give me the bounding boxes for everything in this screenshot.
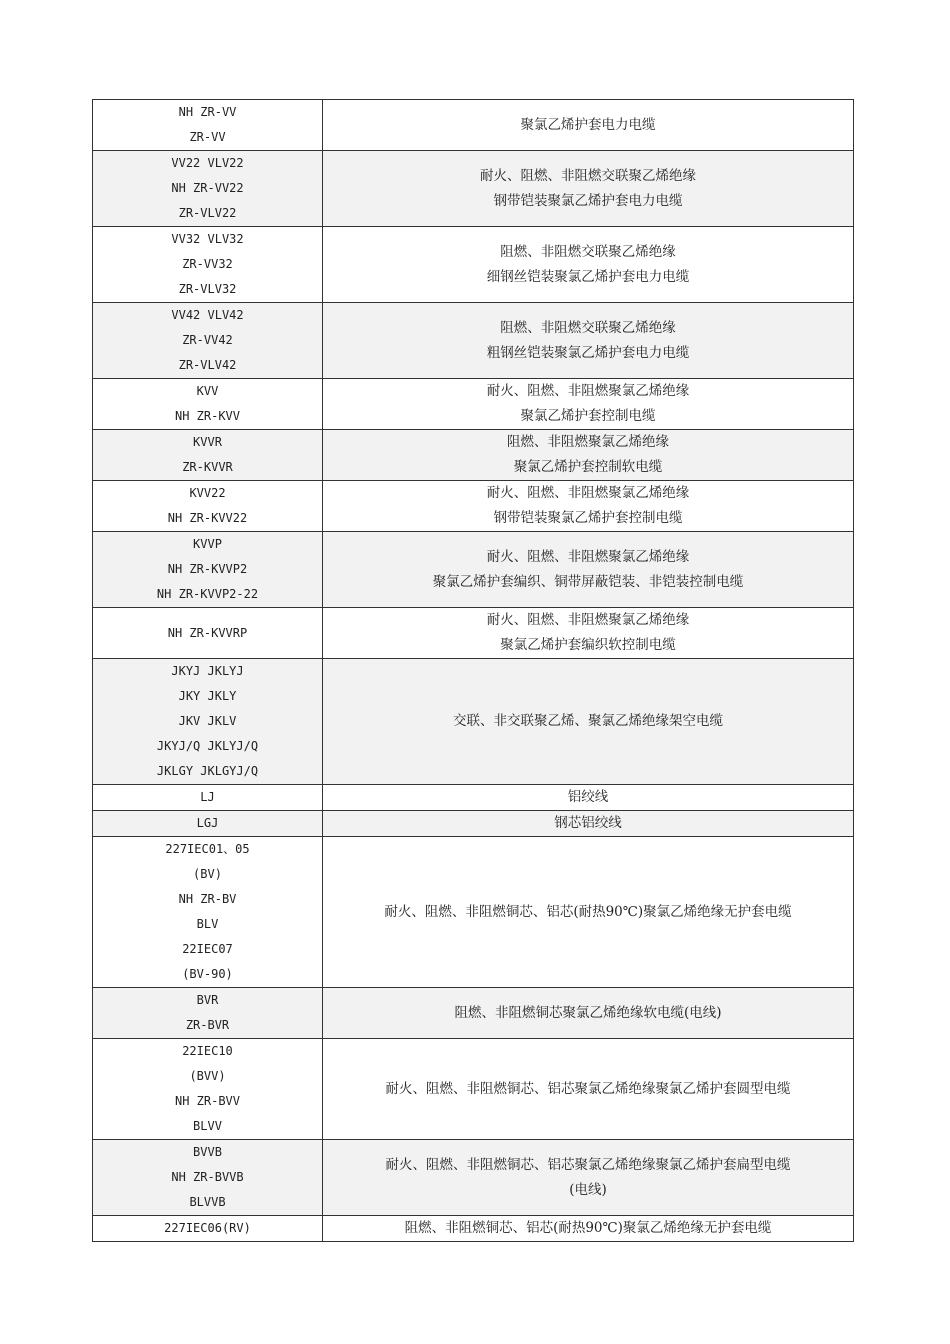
description-cell bbox=[323, 1039, 854, 1140]
description-line: 阻燃、非阻燃铜芯聚氯乙烯绝缘软电缆(电线) bbox=[454, 1004, 722, 1021]
description-line: 聚氯乙烯护套编织软控制电缆 bbox=[500, 637, 676, 653]
table-row bbox=[93, 532, 854, 608]
description-cell bbox=[323, 532, 854, 608]
model-code: NH ZR-KVVRP bbox=[167, 625, 248, 640]
description-cell bbox=[323, 1216, 854, 1242]
table-row bbox=[93, 811, 854, 837]
table-row bbox=[93, 430, 854, 481]
table-row bbox=[93, 785, 854, 811]
model-code: ZR-VV42 bbox=[182, 333, 233, 347]
description-line: 阻燃、非阻燃交联聚乙烯绝缘 bbox=[500, 319, 676, 336]
model-code: ZR-VLV42 bbox=[178, 358, 237, 372]
table-row bbox=[93, 303, 854, 379]
model-code: ZR-VV32 bbox=[182, 257, 233, 271]
model-code: 22IEC10 bbox=[182, 1044, 233, 1058]
description-line: 粗钢丝铠装聚氯乙烯护套电力电缆 bbox=[486, 344, 690, 361]
model-cell bbox=[93, 608, 323, 659]
model-cell bbox=[93, 303, 323, 379]
model-cell bbox=[93, 1216, 323, 1242]
model-code: ZR-KVVR bbox=[182, 460, 233, 474]
model-code: JKYJ JKLYJ bbox=[171, 664, 244, 678]
description-line: 耐火、阻燃、非阻燃铜芯、铝芯聚氯乙烯绝缘聚氯乙烯护套圆型电缆 bbox=[385, 1080, 791, 1097]
model-code: 227IEC06(RV) bbox=[164, 1221, 251, 1235]
model-cell bbox=[93, 1140, 323, 1216]
description-line: 铝绞线 bbox=[567, 789, 609, 805]
model-cell bbox=[93, 785, 323, 811]
model-cell bbox=[93, 227, 323, 303]
model-code: BLVVB bbox=[189, 1195, 226, 1209]
description-line: 钢带铠装聚氯乙烯护套电力电缆 bbox=[493, 192, 683, 209]
description-cell bbox=[323, 227, 854, 303]
model-code: ZR-VLV22 bbox=[178, 206, 237, 220]
table-row bbox=[93, 1140, 854, 1216]
model-code: BLVV bbox=[193, 1119, 222, 1133]
description-cell bbox=[323, 100, 854, 151]
description-line: 聚氯乙烯护套控制电缆 bbox=[520, 408, 656, 424]
model-code: JKYJ/Q JKLYJ/Q bbox=[156, 739, 259, 753]
table-row bbox=[93, 151, 854, 227]
description-cell bbox=[323, 785, 854, 811]
description-cell bbox=[323, 608, 854, 659]
description-cell bbox=[323, 811, 854, 837]
description-cell bbox=[323, 379, 854, 430]
description-cell bbox=[323, 1140, 854, 1216]
table-row bbox=[93, 100, 854, 151]
description-line: 聚氯乙烯护套编织、铜带屏蔽铠装、非铠装控制电缆 bbox=[432, 573, 744, 590]
model-cell bbox=[93, 811, 323, 837]
description-line: 钢芯铝绞线 bbox=[554, 815, 622, 831]
table-row bbox=[93, 481, 854, 532]
model-cell bbox=[93, 481, 323, 532]
description-line: 钢带铠装聚氯乙烯护套控制电缆 bbox=[493, 510, 683, 526]
description-line: 耐火、阻燃、非阻燃铜芯、铝芯(耐热90℃)聚氯乙烯绝缘无护套电缆 bbox=[384, 903, 792, 920]
description-cell bbox=[323, 837, 854, 988]
model-code: ZR-BVR bbox=[185, 1018, 230, 1032]
description-line: 细钢丝铠装聚氯乙烯护套电力电缆 bbox=[486, 268, 690, 285]
model-cell bbox=[93, 100, 323, 151]
model-code: BVR bbox=[196, 993, 219, 1007]
model-code: KVV bbox=[196, 384, 219, 398]
description-line: (电线) bbox=[569, 1181, 607, 1198]
model-code: (BV) bbox=[193, 867, 222, 881]
model-code: BVVB bbox=[193, 1145, 222, 1159]
description-cell bbox=[323, 988, 854, 1039]
description-line: 耐火、阻燃、非阻燃聚氯乙烯绝缘 bbox=[486, 612, 690, 628]
description-line: 耐火、阻燃、非阻燃聚氯乙烯绝缘 bbox=[486, 485, 690, 501]
table-row bbox=[93, 837, 854, 988]
description-line: 聚氯乙烯护套控制软电缆 bbox=[513, 459, 663, 475]
model-code: VV32 VLV32 bbox=[171, 232, 244, 246]
model-code: NH ZR-BVV bbox=[174, 1094, 241, 1108]
model-code: NH ZR-KVVP2-22 bbox=[156, 587, 259, 601]
model-cell bbox=[93, 659, 323, 785]
model-code: ZR-VV bbox=[189, 130, 226, 144]
model-code: LJ bbox=[200, 790, 215, 804]
description-line: 阻燃、非阻燃铜芯、铝芯(耐热90℃)聚氯乙烯绝缘无护套电缆 bbox=[404, 1220, 772, 1236]
model-cell bbox=[93, 151, 323, 227]
model-code: VV42 VLV42 bbox=[171, 308, 244, 322]
model-code: KVV22 bbox=[189, 486, 226, 500]
table-row bbox=[93, 988, 854, 1039]
cable-spec-table bbox=[92, 99, 854, 1242]
description-line: 阻燃、非阻燃交联聚乙烯绝缘 bbox=[500, 243, 676, 260]
model-code: NH ZR-VV bbox=[178, 105, 237, 119]
model-code: ZR-VLV32 bbox=[178, 282, 237, 296]
model-code: KVVR bbox=[193, 435, 222, 449]
model-code: NH ZR-KVV22 bbox=[167, 511, 248, 525]
description-line: 耐火、阻燃、非阻燃聚氯乙烯绝缘 bbox=[486, 548, 690, 565]
table-row bbox=[93, 227, 854, 303]
description-line: 阻燃、非阻燃聚氯乙烯绝缘 bbox=[507, 434, 669, 450]
model-cell bbox=[93, 532, 323, 608]
model-code: JKV JKLV bbox=[178, 714, 237, 728]
table-row bbox=[93, 659, 854, 785]
model-code: (BV-90) bbox=[182, 967, 233, 981]
description-cell bbox=[323, 481, 854, 532]
model-code: JKY JKLY bbox=[178, 689, 237, 703]
model-code: NH ZR-KVV bbox=[174, 409, 241, 423]
model-code: NH ZR-VV22 bbox=[171, 181, 244, 195]
model-code: 22IEC07 bbox=[182, 942, 233, 956]
model-code: (BVV) bbox=[189, 1069, 226, 1083]
description-cell bbox=[323, 659, 854, 785]
model-code: LGJ bbox=[196, 816, 219, 830]
table-row bbox=[93, 608, 854, 659]
table-row bbox=[93, 1039, 854, 1140]
description-line: 耐火、阻燃、非阻燃铜芯、铝芯聚氯乙烯绝缘聚氯乙烯护套扁型电缆 bbox=[385, 1156, 791, 1173]
description-cell bbox=[323, 303, 854, 379]
model-cell bbox=[93, 988, 323, 1039]
table-row bbox=[93, 379, 854, 430]
table-body bbox=[93, 100, 854, 1242]
model-code: NH ZR-BVVB bbox=[171, 1170, 244, 1184]
table-row bbox=[93, 1216, 854, 1242]
model-cell bbox=[93, 1039, 323, 1140]
description-line: 耐火、阻燃、非阻燃聚氯乙烯绝缘 bbox=[486, 383, 690, 399]
model-cell bbox=[93, 379, 323, 430]
description-line: 聚氯乙烯护套电力电缆 bbox=[520, 116, 656, 133]
description-line: 耐火、阻燃、非阻燃交联聚乙烯绝缘 bbox=[480, 167, 696, 184]
model-code: VV22 VLV22 bbox=[171, 156, 244, 170]
model-code: NH ZR-BV bbox=[178, 892, 237, 906]
description-cell bbox=[323, 151, 854, 227]
model-code: NH ZR-KVVP2 bbox=[167, 562, 248, 576]
model-cell bbox=[93, 430, 323, 481]
model-code: BLV bbox=[196, 917, 219, 931]
model-cell bbox=[93, 837, 323, 988]
model-code: 227IEC01、05 bbox=[165, 842, 250, 856]
description-cell bbox=[323, 430, 854, 481]
model-code: KVVP bbox=[193, 537, 222, 551]
description-line: 交联、非交联聚乙烯、聚氯乙烯绝缘架空电缆 bbox=[453, 713, 723, 729]
model-code: JKLGY JKLGYJ/Q bbox=[156, 764, 259, 778]
